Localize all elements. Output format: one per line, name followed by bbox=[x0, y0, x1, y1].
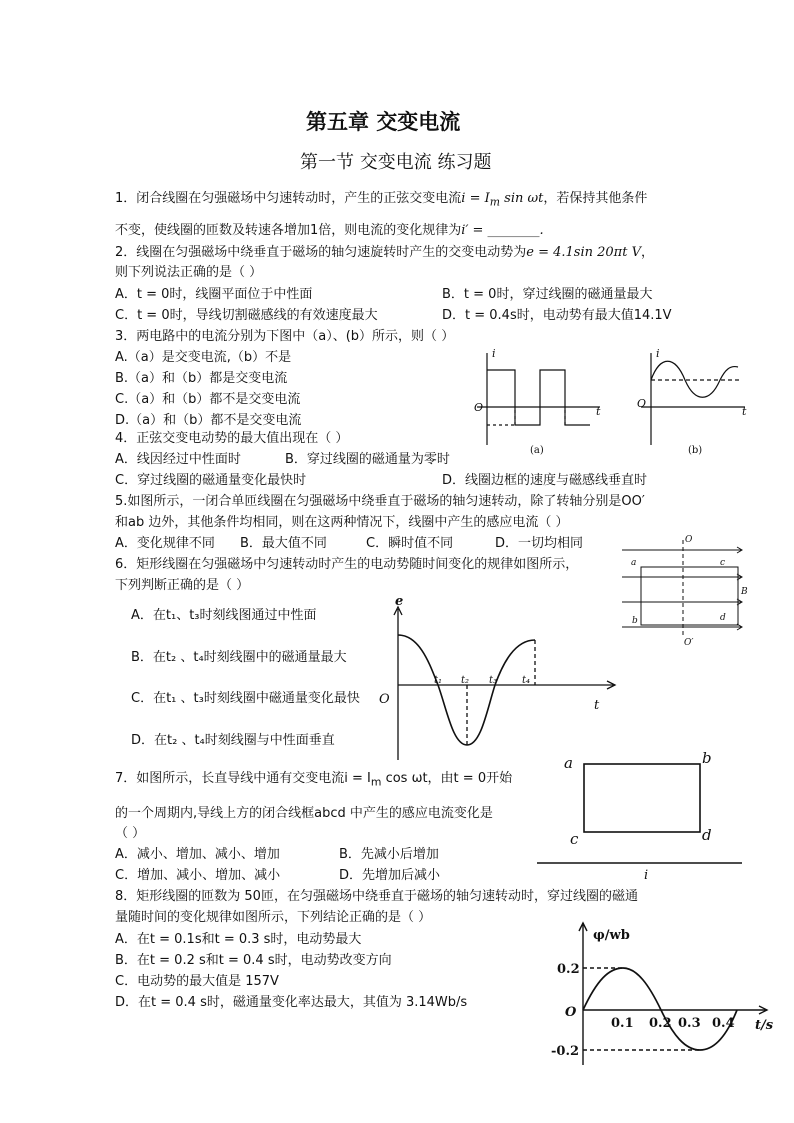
q2-option-b: B．t = 0时，穿过线圈的磁通量最大 bbox=[442, 287, 653, 302]
q4-option-d: D．线圈边框的速度与磁感线垂直时 bbox=[442, 473, 648, 488]
q8-option-b: B．在t = 0.2 s和t = 0.4 s时，电动势改变方向 bbox=[115, 953, 392, 968]
q8-figure bbox=[545, 915, 785, 1070]
q1-formula-main: i = I bbox=[461, 191, 490, 206]
q1-answer: i′ = ________. bbox=[461, 223, 544, 238]
q2-option-d: D．t = 0.4s时，电动势有最大值14.1V bbox=[442, 308, 672, 323]
q7-sub: m bbox=[370, 775, 382, 789]
q5-label-field: B bbox=[741, 587, 748, 597]
q8-origin: O bbox=[565, 1005, 577, 1020]
q5-option-c: C．瞬时值不同 bbox=[366, 536, 454, 551]
q8-y-label: φ/wb bbox=[593, 928, 630, 943]
q6-t4-label: t₄ bbox=[522, 675, 531, 686]
q3b-waveform bbox=[651, 361, 738, 397]
q8-option-a: A．在t = 0.1s和t = 0.3 s时，电动势最大 bbox=[115, 932, 362, 947]
q1-text-c: 不变，使线圈的匝数及转速各增加1倍，则电流的变化规律为 bbox=[115, 223, 462, 238]
q6-line1: 6．矩形线圈在匀强磁场中匀速转动时产生的电动势随时间变化的规律如图所示， bbox=[115, 557, 579, 572]
q1-line2 bbox=[115, 224, 544, 237]
q6-figure bbox=[375, 595, 620, 765]
q8-tick-x4: 0.4 bbox=[712, 1016, 735, 1031]
q4-option-b: B．穿过线圈的磁通量为零时 bbox=[285, 452, 450, 467]
q3a-origin: O bbox=[474, 401, 484, 414]
q7-frame bbox=[584, 764, 700, 832]
q7-label-b: b bbox=[702, 749, 712, 767]
q5-label-a: a bbox=[631, 558, 637, 568]
q5-label-o: O bbox=[685, 535, 693, 545]
q7-option-a: A．减小、增加、减小、增加 bbox=[115, 847, 280, 862]
q7-label-d: d bbox=[702, 826, 712, 844]
q7-option-b: B．先减小后增加 bbox=[339, 847, 439, 862]
q2-formula: e = 4.1sin 20πt V bbox=[526, 245, 641, 260]
q2-line1 bbox=[115, 246, 654, 259]
chapter-title: 第五章 交变电流 bbox=[306, 109, 461, 134]
q7-option-d: D．先增加后减小 bbox=[339, 868, 441, 883]
q5-line1: 5.如图所示，一闭合单匝线圈在匀强磁场中绕垂直于磁场的轴匀速转动，除了转轴分别是OO′ bbox=[115, 494, 645, 509]
q7-label-i: i bbox=[644, 868, 649, 883]
q7-text-a2: cos ωt，由t = 0开始 bbox=[381, 771, 513, 786]
q8-tick-x1: 0.1 bbox=[611, 1016, 634, 1031]
q6-option-c: C．在t₁ 、t₃时刻线圈中磁通量变化最快 bbox=[131, 691, 360, 706]
q3-option-c: C.（a）和（b）都不是交变电流 bbox=[115, 392, 301, 407]
q3-caption-b: (b) bbox=[688, 445, 703, 456]
q8-option-c: C．电动势的最大值是 157V bbox=[115, 974, 279, 989]
q1-formula-sub: m bbox=[489, 195, 501, 209]
q5-label-c: c bbox=[720, 558, 726, 568]
q3-stem: 3．两电路中的电流分别为下图中（a）、(b）所示，则（ ） bbox=[115, 329, 455, 344]
q2-option-a: A．t = 0时，线圈平面位于中性面 bbox=[115, 287, 313, 302]
q6-t1-label: t₁ bbox=[434, 675, 443, 686]
q5-option-a: A．变化规律不同 bbox=[115, 536, 215, 551]
section-title: 第一节 交变电流 练习题 bbox=[300, 152, 492, 173]
q6-origin: O bbox=[379, 692, 390, 707]
q8-flux-curve bbox=[583, 968, 737, 1050]
q5-figure bbox=[614, 530, 754, 650]
q8-tick-y-neg: -0.2 bbox=[551, 1044, 580, 1059]
q5-label-o2: O′ bbox=[684, 638, 694, 648]
q8-tick-x3: 0.3 bbox=[678, 1016, 701, 1031]
q7-line2: 的一个周期内,导线上方的闭合线框abcd 中产生的感应电流变化是 bbox=[115, 806, 493, 821]
q1-formula bbox=[461, 191, 544, 209]
q1-text-b: ，若保持其他条件 bbox=[543, 191, 648, 206]
q1-text-a: 1．闭合线圈在匀强磁场中匀速转动时，产生的正弦交变电流 bbox=[115, 191, 462, 206]
q1-line1 bbox=[115, 192, 647, 208]
q7-label-a: a bbox=[564, 754, 573, 772]
q2-stem: 则下列说法正确的是（ ） bbox=[115, 265, 263, 280]
q5-label-b: b bbox=[632, 616, 638, 626]
q3-caption-a: (a) bbox=[530, 445, 544, 456]
q7-figure bbox=[534, 748, 749, 883]
q8-tick-x2: 0.2 bbox=[649, 1016, 672, 1031]
q8-line2: 量随时间的变化规律如图所示，下列结论正确的是（ ） bbox=[115, 910, 432, 925]
q3-option-b: B.（a）和（b）都是交变电流 bbox=[115, 371, 288, 386]
q6-line2: 下列判断正确的是（ ） bbox=[115, 578, 250, 593]
q3-figure bbox=[470, 345, 755, 460]
q7-line1 bbox=[115, 772, 512, 788]
q6-t2-label: t₂ bbox=[461, 675, 470, 686]
q3b-i-label: i bbox=[656, 347, 660, 360]
q2-text-b: ， bbox=[640, 245, 654, 260]
q8-line1: 8．矩形线圈的匝数为 50匝，在匀强磁场中绕垂直于磁场的轴匀速转动时，穿过线圈的磁通 bbox=[115, 889, 638, 904]
q3b-origin: O bbox=[637, 397, 647, 410]
q2-text-a: 2．线圈在匀强磁场中绕垂直于磁场的轴匀速旋转时产生的交变电动势为 bbox=[115, 245, 527, 260]
q3b-t-label: t bbox=[742, 405, 747, 418]
q6-option-a: A．在t₁、t₃时刻线图通过中性面 bbox=[131, 608, 317, 623]
q4-option-a: A．线因经过中性面时 bbox=[115, 452, 241, 467]
q7-option-c: C．增加、减小、增加、减小 bbox=[115, 868, 281, 883]
q3a-waveform bbox=[487, 370, 590, 425]
q3a-t-label: t bbox=[596, 405, 601, 418]
q5-option-d: D．一切均相同 bbox=[495, 536, 584, 551]
q6-t-label: t bbox=[594, 698, 600, 713]
q8-x-label: t/s bbox=[755, 1018, 774, 1033]
q2-option-c: C．t = 0时，导线切割磁感线的有效速度最大 bbox=[115, 308, 378, 323]
q7-label-c: c bbox=[570, 830, 579, 848]
q3a-i-label: i bbox=[492, 347, 496, 360]
q4-stem: 4．正弦交变电动势的最大值出现在（ ） bbox=[115, 431, 349, 446]
q6-t3-label: t₃ bbox=[489, 675, 498, 686]
q1-formula-rest: sin ωt bbox=[500, 191, 544, 206]
q6-option-b: B．在t₂ 、t₄时刻线圈中的磁通量最大 bbox=[131, 650, 347, 665]
q8-option-d: D．在t = 0.4 s时，磁通量变化率达最大，其值为 3.14Wb/s bbox=[115, 995, 468, 1010]
q3-option-d: D.（a）和（b）都不是交变电流 bbox=[115, 413, 302, 428]
q5-option-b: B．最大值不同 bbox=[240, 536, 327, 551]
q7-blank: （ ） bbox=[115, 826, 146, 841]
q3-option-a: A.（a）是交变电流,（b）不是 bbox=[115, 350, 292, 365]
q6-option-d: D．在t₂ 、t₄时刻线圈与中性面垂直 bbox=[131, 733, 335, 748]
q8-tick-y-pos: 0.2 bbox=[557, 962, 580, 977]
q5-line2: 和ab 边外，其他条件均相同，则在这两种情况下，线圈中产生的感应电流（ ） bbox=[115, 515, 569, 530]
q7-text-a: 7．如图所示，长直导线中通有交变电流i = I bbox=[115, 771, 371, 786]
q6-e-label: e bbox=[395, 595, 404, 609]
q4-option-c: C．穿过线圈的磁通量变化最快时 bbox=[115, 473, 307, 488]
q5-label-d: d bbox=[720, 613, 726, 623]
